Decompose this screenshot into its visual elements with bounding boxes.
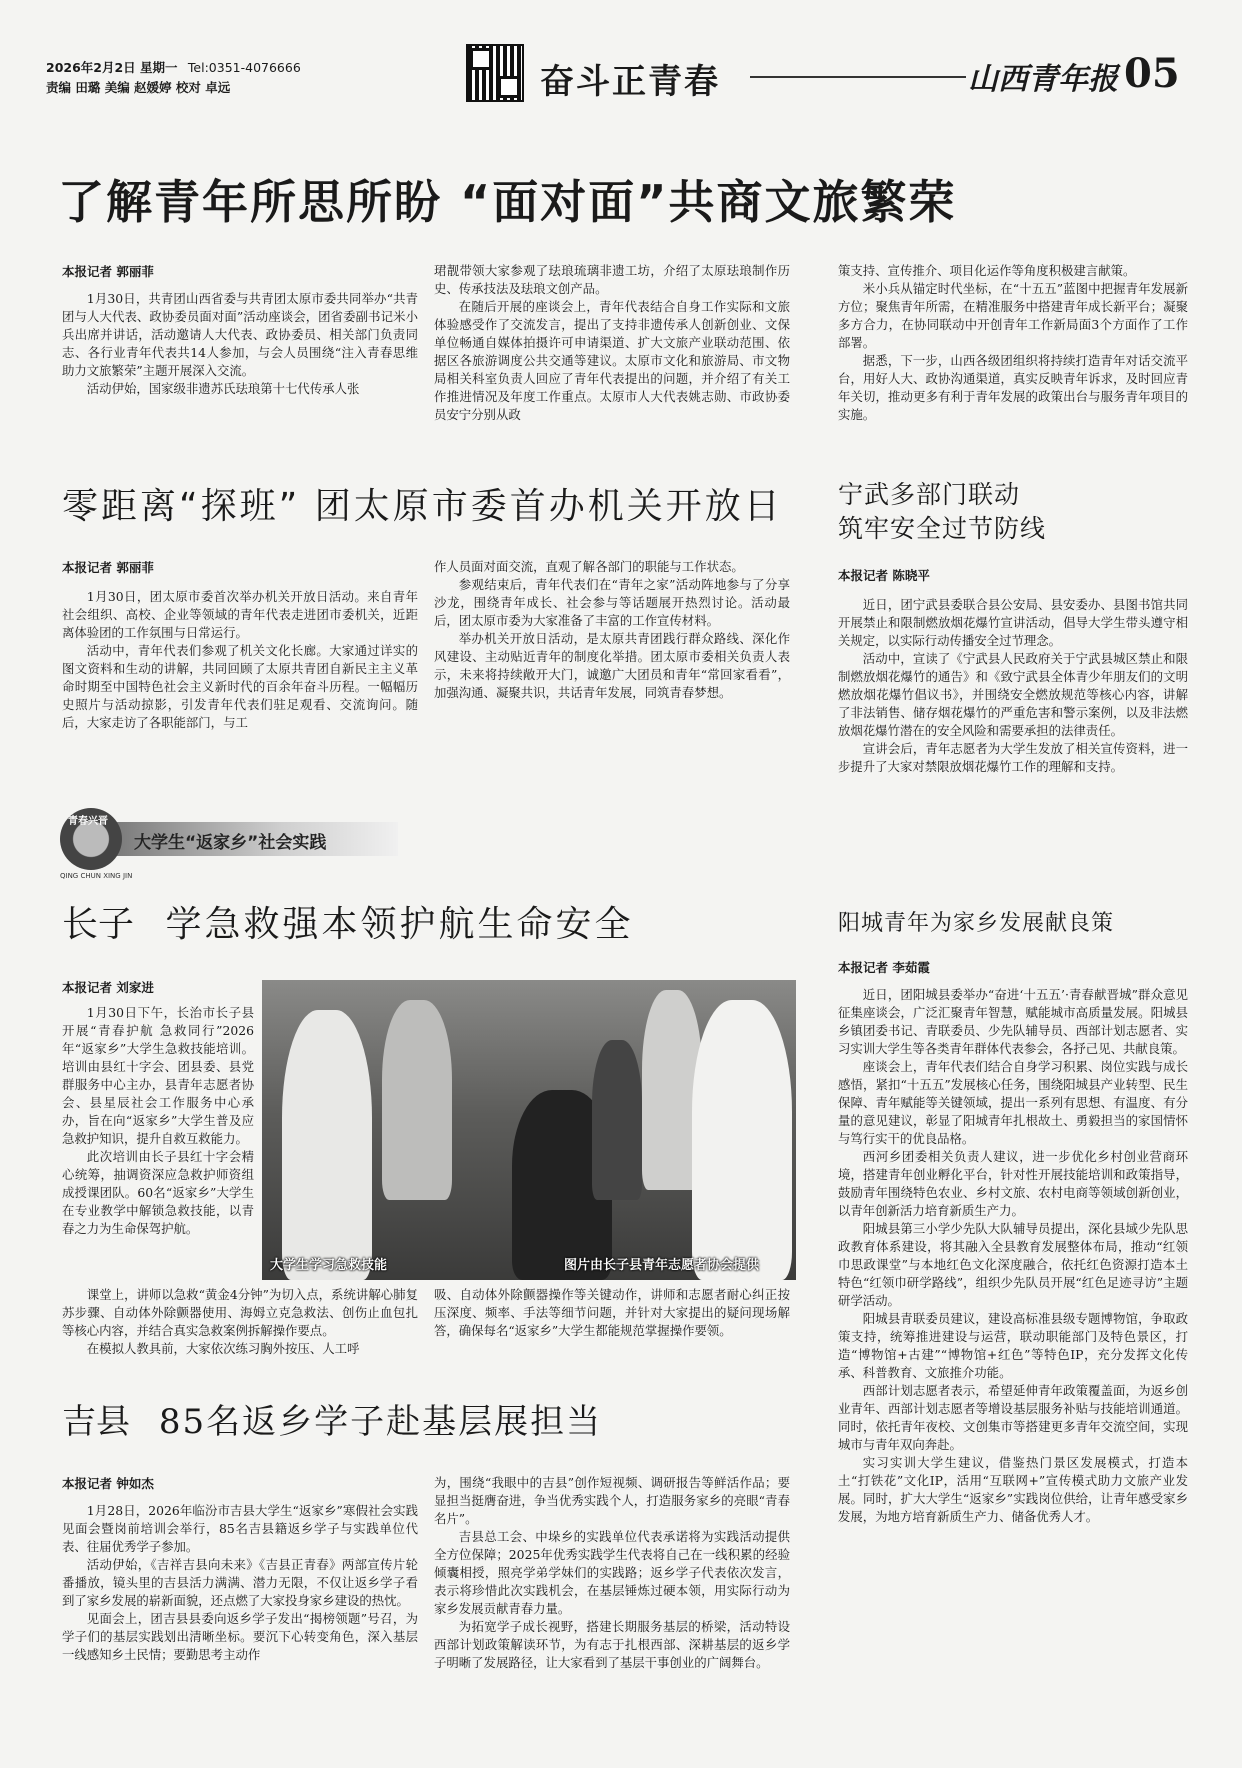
a1-col1 <box>62 290 418 398</box>
a3-headline-line1: 宁武多部门联动 <box>838 480 1021 509</box>
header-rule <box>750 76 966 78</box>
paragraph: 珺靓带领大家参观了珐琅琉璃非遗工坊，介绍了太原珐琅制作历史、传承技法及珐琅文创产品。 <box>434 263 790 296</box>
paragraph: 活动伊始，《吉祥吉县向未来》《吉县正青春》两部宣传片轮番播放，镜头里的吉县活力满满、潜力无限，不仅让返乡学子看到了家乡发展的崭新面貌，还点燃了大家投身家乡建设的热忱。 <box>62 1557 418 1608</box>
paragraph: 1月30日，共青团山西省委与共青团太原市委共同举办“共青团与人大代表、政协委员面对面”活动座谈会，团省委副书记米小兵出席并讲话，活动邀请人大代表、政协委员、相关部门负责同志、各行业青年代表共14人参加，与会人员围绕“注入青春思维 助力文旅繁荣”主题开展深入交流。 <box>62 291 418 378</box>
paragraph: 见面会上，团吉县县委向返乡学子发出“揭榜领题”号召，为学子们的基层实践划出清晰坐标。要沉下心转变角色，深入基层一线感知乡土民情；要勤思考主动作 <box>62 1611 418 1662</box>
a3-headline <box>838 478 1046 546</box>
a2-col2 <box>434 558 790 702</box>
photo-figure <box>692 1000 792 1280</box>
qr-code <box>466 44 524 102</box>
a4-place: 长子 <box>62 904 135 945</box>
paragraph: 据悉，下一步，山西各级团组织将持续打造青年对话交流平台，用好人大、政协沟通渠道，真实反映青年诉求，及时回应青年关切，推动更多有利于青年发展的政策出台与服务青年项目的实施。 <box>838 353 1188 422</box>
paper-logo: 山西青年报 <box>968 62 1118 97</box>
section-title: 奋斗正青春 <box>540 62 720 102</box>
a2-headline: 零距离“探班” 团太原市委首办机关开放日 <box>62 486 783 527</box>
a6-place: 吉县 <box>62 1402 130 1442</box>
header-staff: 责编 田璐 美编 赵媛婷 校对 卓远 <box>46 80 231 95</box>
photo-figure <box>282 1010 372 1280</box>
paragraph: 参观结束后，青年代表们在“青年之家”活动阵地参与了分享沙龙，围绕青年成长、社会参与等话题展开热烈讨论。活动最后，团太原市委为大家准备了丰富的工作宣传材料。 <box>434 577 790 628</box>
paragraph: 阳城县第三小学少先队大队辅导员提出，深化县域少先队思政教育体系建设，将其融入全县教育发展整体布局，推动“红领巾思政课堂”与本地红色文化深度融合，依托红色资源打造本土特色“红领巾研学路线”，组织少先队员开展“红色足迹寻访”主题研学活动。 <box>838 1221 1188 1308</box>
paragraph: 宣讲会后，青年志愿者为大学生发放了相关宣传资料，进一步提升了大家对禁限放烟花爆竹工作的理解和支持。 <box>838 741 1188 774</box>
page-number: 05 <box>1124 50 1180 97</box>
paragraph: 课堂上，讲师以急救“黄金4分钟”为切入点，系统讲解心肺复苏步骤、自动体外除颤器使用、海姆立克急救法、创伤止血包扎等核心内容，并结合真实急救案例拆解操作要点。 <box>62 1287 418 1338</box>
paragraph: 近日，团宁武县委联合县公安局、县安委办、县图书馆共同开展禁止和限制燃放烟花爆竹宣讲活动，倡导大学生带头遵守相关规定，以实际行动传播安全过节理念。 <box>838 597 1188 648</box>
paragraph: 为拓宽学子成长视野，搭建长期服务基层的桥梁，活动特设西部计划政策解读环节，为有志于扎根西部、深耕基层的返乡学子明晰了发展路径，让大家看到了基层干事创业的广阔舞台。 <box>434 1619 790 1670</box>
a4-left-full <box>62 1286 418 1358</box>
a5-headline: 阳城青年为家乡发展献良策 <box>838 911 1115 936</box>
a2-byline: 本报记者 郭丽菲 <box>62 560 154 575</box>
a1-col3 <box>838 262 1188 424</box>
a1-headline: 了解青年所思所盼 “面对面”共商文旅繁荣 <box>58 175 957 229</box>
a3-body <box>838 596 1188 776</box>
paragraph: 活动伊始，国家级非遗苏氏珐琅第十七代传承人张 <box>86 381 360 396</box>
a4-headline <box>62 896 633 947</box>
paragraph: 作人员面对面交流，直观了解各部门的职能与工作状态。 <box>434 559 744 574</box>
paragraph: 吸、自动体外除颤器操作等关键动作，讲师和志愿者耐心纠正按压深度、频率、手法等细节问题，并针对大家提出的疑问现场解答，确保每名“返家乡”大学生都能规范掌握操作要领。 <box>434 1287 790 1338</box>
paragraph: 1月30日下午，长治市长子县开展“青春护航 急救同行”2026年“返家乡”大学生急救技能培训。培训由县红十字会、团县委、县党群服务中心主办，县青年志愿者协会、县星辰社会工作服务中心承办，旨在向“返家乡”大学生普及应急救护知识，提升自救互救能力。 <box>62 1005 254 1146</box>
paragraph: 近日，团阳城县委举办“奋进‘十五五’·青春献晋城”群众意见征集座谈会，广泛汇聚青年智慧，赋能城市高质量发展。阳城县乡镇团委书记、青联委员、少先队辅导员、西部计划志愿者、实习实训大学生等各类青年群体代表参会，各抒己见、共献良策。 <box>838 987 1188 1056</box>
a1-byline: 本报记者 郭丽菲 <box>62 264 154 279</box>
a3-byline: 本报记者 陈晓平 <box>838 568 930 583</box>
a1-col2 <box>434 262 790 424</box>
column-badge-text: 青春兴晋 <box>68 816 108 827</box>
a4-title: 学急救强本领护航生命安全 <box>165 904 634 945</box>
column-banner-text: 大学生“返家乡”社会实践 <box>134 833 327 853</box>
header-date <box>46 58 301 76</box>
paragraph: 在模拟人教具前，大家依次练习胸外按压、人工呼 <box>86 1341 360 1356</box>
a4-left <box>62 1004 254 1238</box>
issue-date: 2026年2月2日 星期一 <box>46 60 178 75</box>
photo-caption-left: 大学生学习急救技能 <box>270 1258 388 1273</box>
a3-headline-line2: 筑牢安全过节防线 <box>838 514 1047 543</box>
paragraph: 活动中，青年代表们参观了机关文化长廊。大家通过详实的图文资料和生动的讲解，共同回顾了太原共青团自新民主主义革命时期至中国特色社会主义新时代的百余年奋斗历程。一幅幅历史照片与活动掠影，引发青年代表们驻足观看、交流询问。随后，大家走访了各职能部门，与工 <box>62 643 418 730</box>
photo-figure <box>592 1040 642 1200</box>
paragraph: 1月30日，团太原市委首次举办机关开放日活动。来自青年社会组织、高校、企业等领域的青年代表走进团市委机关，近距离体验团的工作氛围与日常运行。 <box>62 589 418 640</box>
a4-right <box>434 1286 790 1340</box>
a6-byline: 本报记者 钟如杰 <box>62 1476 154 1491</box>
a5-body <box>838 986 1188 1526</box>
a2-col1 <box>62 588 418 732</box>
column-badge-en: QING CHUN XING JIN <box>60 872 133 880</box>
photo-caption-right: 图片由长子县青年志愿者协会提供 <box>564 1258 760 1273</box>
paragraph: 米小兵从锚定时代坐标，在“十五五”蓝图中把握青年发展新方位；聚焦青年所需，在精准服务中搭建青年成长新平台；凝聚多方合力，在协同联动中开创青年工作新局面3个方面作了工作部署。 <box>838 281 1188 350</box>
a4-byline: 本报记者 刘家进 <box>62 980 154 995</box>
paragraph: 为，围绕“我眼中的吉县”创作短视频、调研报告等鲜活作品；要显担当挺膺奋进，争当优秀实践个人，打造服务家乡的亮眼“青春名片”。 <box>434 1475 790 1526</box>
paragraph: 活动中，宣读了《宁武县人民政府关于宁武县城区禁止和限制燃放烟花爆竹的通告》和《致宁武县全体青少年朋友们的文明燃放烟花爆竹倡议书》，并围绕安全燃放规范等核心内容，讲解了非法销售、储存烟花爆竹的严重危害和警示案例，以及非法燃放烟花爆竹潜在的安全风险和需要承担的法律责任。 <box>838 651 1188 738</box>
paragraph: 吉县总工会、中垛乡的实践单位代表承诺将为实践活动提供全方位保障；2025年优秀实践学生代表将自己在一线积累的经验倾囊相授，照亮学弟学妹们的实践路；返乡学子代表依次发言，表示将珍惜此次实践机会，在基层锤炼过硬本领，用实际行动为家乡发展贡献青春力量。 <box>434 1529 790 1616</box>
a6-col1 <box>62 1502 418 1664</box>
paragraph: 西河乡团委相关负责人建议，进一步优化乡村创业营商环境，搭建青年创业孵化平台，针对性开展技能培训和政策指导，鼓励青年围绕特色农业、乡村文旅、农村电商等领域创新创业，以青年创新活力培育新质生产力。 <box>838 1149 1188 1218</box>
training-photo <box>262 980 796 1280</box>
a6-col2 <box>434 1474 790 1672</box>
photo-figure <box>382 1000 452 1200</box>
paragraph: 策支持、宣传推介、项目化运作等角度积极建言献策。 <box>838 263 1136 278</box>
header-tel: Tel:0351-4076666 <box>187 60 301 75</box>
a6-title: 85名返乡学子赴基层展担当 <box>158 1402 603 1442</box>
paragraph: 实习实训大学生建议，借鉴热门景区发展模式，打造本土“打铁花”文化IP，活用“互联网+”宣传模式助力文旅产业发展。同时，扩大大学生“返家乡”实践岗位供给，让青年感受家乡发展，为地方培育新质生产力、储备优秀人才。 <box>838 1455 1188 1524</box>
paragraph: 1月28日，2026年临汾市吉县大学生“返家乡”寒假社会实践见面会暨岗前培训会举行，85名吉县籍返乡学子与实践单位代表、往届优秀学子参加。 <box>62 1503 418 1554</box>
paragraph: 此次培训由长子县红十字会精心统筹，抽调资深应急救护师资组成授课团队。60名“返家乡”大学生在专业教学中解锁急救技能，以青春之力为生命保驾护航。 <box>62 1149 254 1236</box>
paragraph: 阳城县青联委员建议，建设高标准县级专题博物馆，争取政策支持，统筹推进建设与运营，联动职能部门及特色景区，打造“博物馆+古建”“博物馆+红色”等特色IP，充分发挥文化传承、科普教育、文旅推介功能。 <box>838 1311 1188 1380</box>
paragraph: 西部计划志愿者表示，希望延伸青年政策覆盖面，为返乡创业青年、西部计划志愿者等增设基层服务补贴与技能培训通道。同时，依托青年夜校、文创集市等搭建更多青年交流空间，实现城市与青年双向奔赴。 <box>838 1383 1188 1452</box>
a6-headline <box>62 1394 602 1443</box>
paragraph: 举办机关开放日活动，是太原共青团践行群众路线、深化作风建设、主动贴近青年的制度化举措。团太原市委相关负责人表示，未来将持续敞开大门，诚邀广大团员和青年“常回家看看”，加强沟通、凝聚共识，共话青年发展，同筑青春梦想。 <box>434 631 790 700</box>
paragraph: 座谈会上，青年代表们结合自身学习积累、岗位实践与成长感悟，紧扣“十五五”发展核心任务，围绕阳城县产业转型、民生保障、青年赋能等关键领域，提出一系列有思想、有温度、有分量的意见建议，彰显了阳城青年扎根故土、勇毅担当的家国情怀与笃行实干的优良品格。 <box>838 1059 1188 1146</box>
a5-byline: 本报记者 李茹霞 <box>838 960 930 975</box>
paragraph: 在随后开展的座谈会上，青年代表结合自身工作实际和文旅体验感受作了交流发言，提出了支持非遗传承人创新创业、文保单位畅通自媒体拍摄许可申请渠道、扩大文旅产业联动范围、依据区各旅游调度公共交通等建议。太原市文化和旅游局、市文物局相关科室负责人回应了青年代表提出的问题，并介绍了有关工作推进情况及年度工作重点。太原市人大代表姚志勋、市政协委员安宁分别从政 <box>434 299 790 422</box>
